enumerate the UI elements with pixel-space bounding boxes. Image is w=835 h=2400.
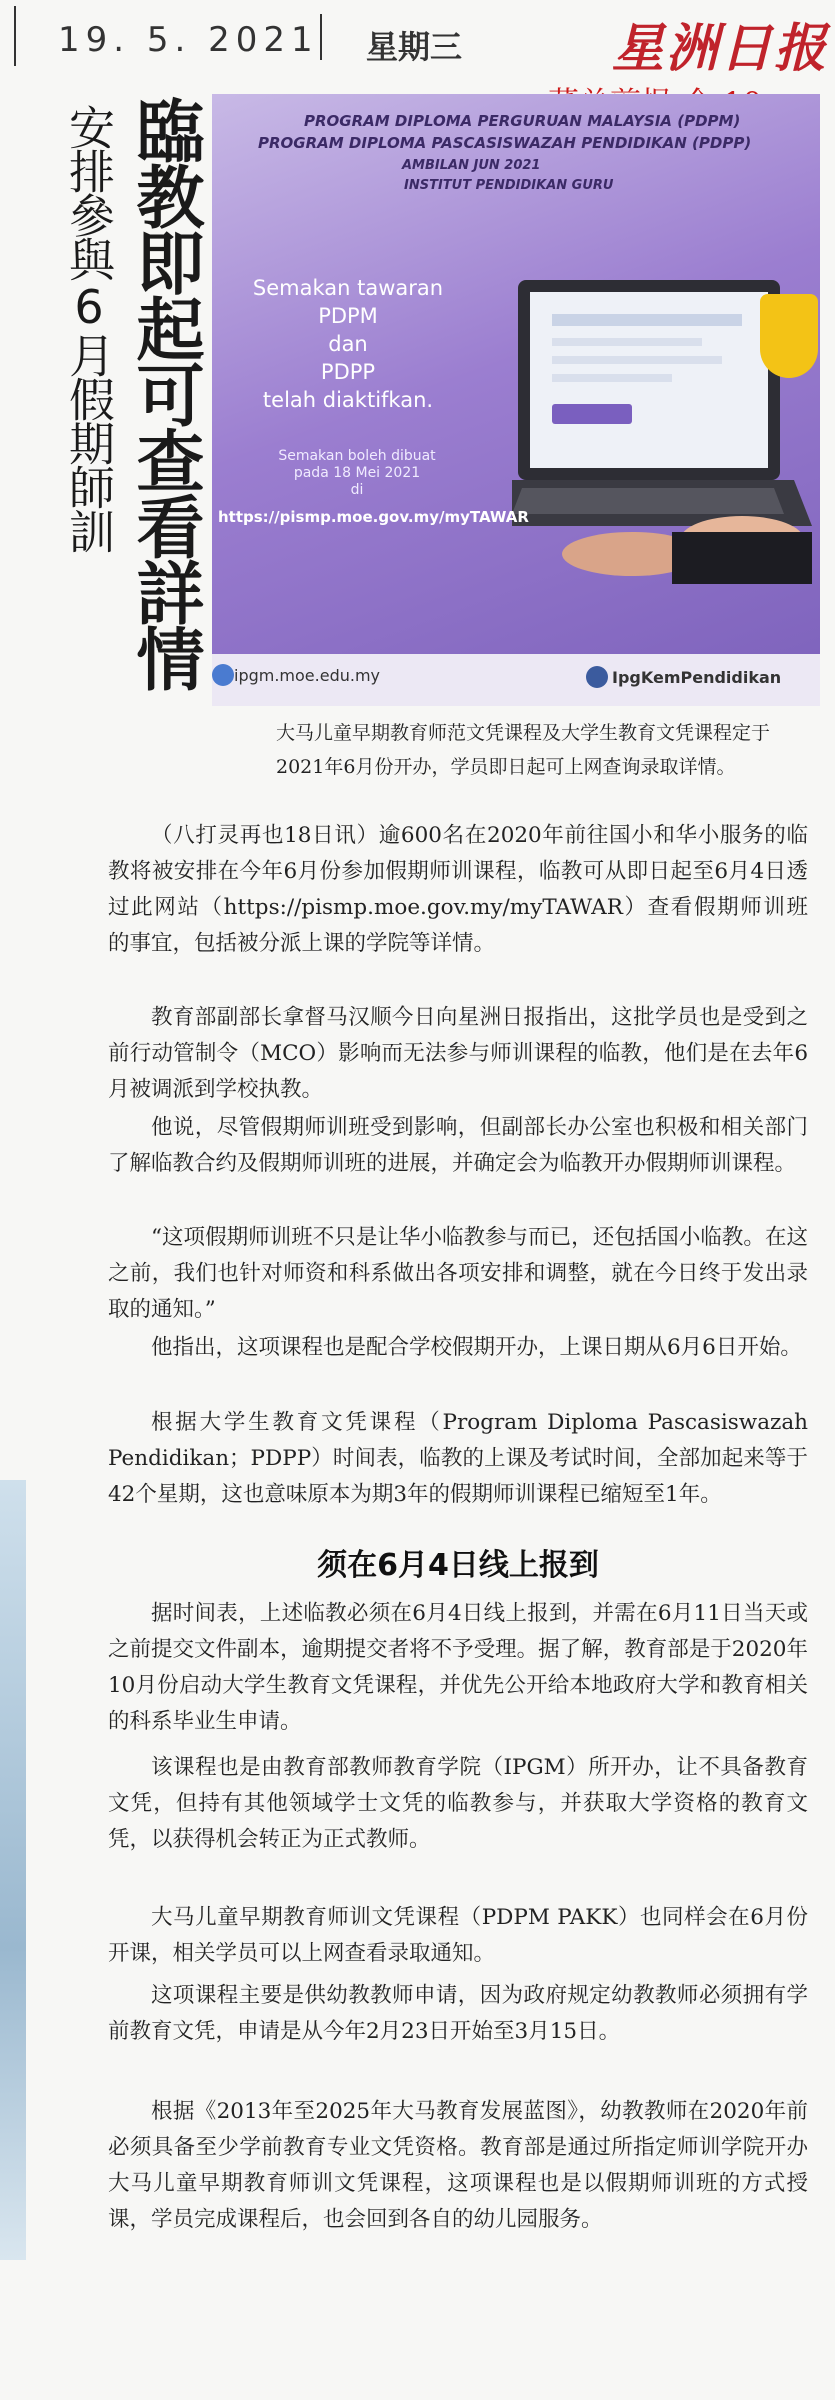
poster-note-line: pada 18 Mei 2021 — [293, 465, 421, 481]
poster-date-note — [252, 448, 462, 499]
poster-url: https://pismp.moe.gov.my/myTAWAR — [218, 508, 529, 526]
headline-sub: 安排參與6月假期師訓 — [62, 104, 116, 552]
adjacent-photo-edge — [0, 1480, 26, 2260]
poster-institute: INSTITUT PENDIDIKAN GURU — [404, 178, 614, 193]
body-paragraph: “这项假期师训班不只是让华小临教参与而已，还包括国小临教。在这之前，我们也针对师资和科系做出各项安排和调整，就在今日终于发出录取的通知。” — [108, 1225, 808, 1322]
header-divider — [320, 14, 322, 60]
poster-title-2: PROGRAM DIPLOMA PASCASISWAZAH PENDIDIKAN (PDPP) — [258, 134, 752, 152]
poster-note-line: di — [350, 482, 364, 498]
poster-caption — [248, 274, 448, 414]
facebook-icon — [586, 666, 608, 688]
poster-intake: AMBILAN JUN 2021 — [402, 158, 541, 173]
body-paragraph: 这项课程主要是供幼教教师申请，因为政府规定幼教教师必须拥有学前教育文凭，申请是从今年2月23日开始至3月15日。 — [108, 1983, 808, 2044]
issue-date: 19. 5. 2021 — [58, 20, 319, 60]
poster-caption-line: PDPM — [318, 304, 378, 328]
ministry-crest-icon — [760, 294, 818, 378]
poster-website: ipgm.moe.edu.my — [234, 666, 381, 685]
newspaper-masthead: 星洲日报 — [612, 18, 829, 79]
poster-title-1: PROGRAM DIPLOMA PERGURUAN MALAYSIA (PDPM) — [304, 112, 741, 130]
globe-icon — [212, 664, 234, 686]
body-paragraph: 根据大学生教育文凭课程（Program Diploma Pascasiswazah Pendidikan；PDPP）时间表，临教的上课及考试时间，全部加起来等于42个星期，这也意味原本为期3年的假期师训课程已缩短至1年。 — [108, 1410, 808, 1507]
body-paragraph: 教育部副部长拿督马汉顺今日向星洲日报指出，这批学员也是受到之前行动管制令（MCO）影响而无法参与师训课程的临教，他们是在去年6月被调派到学校执教。 — [108, 1005, 808, 1102]
poster-caption-line: telah diaktifkan. — [262, 388, 434, 412]
body-paragraph: 根据《2013年至2025年大马教育发展蓝图》，幼教教师在2020年前必须具备至少学前教育专业文凭资格。教育部是通过所指定师训学院开办大马儿童早期教育师训文凭课程，这项课程也是以假期师训班的方式授课，学员完成课程后，也会回到各自的幼儿园服务。 — [108, 2099, 808, 2232]
poster-image — [212, 94, 820, 706]
poster-facebook: IpgKemPendidikan — [612, 668, 782, 687]
body-paragraph: 该课程也是由教育部教师教育学院（IPGM）所开办，让不具备教育文凭，但持有其他领域学士文凭的临教参与，并获取大学资格的教育文凭，以获得机会转正为正式教师。 — [108, 1755, 808, 1852]
headline-main: 臨教即起可查看詳情 — [125, 96, 204, 690]
body-paragraph: 他指出，这项课程也是配合学校假期开办，上课日期从6月6日开始。 — [151, 1335, 802, 1360]
body-paragraph: 他说，尽管假期师训班受到影响，但副部长办公室也积极和相关部门了解临教合约及假期师训班的进展，并确定会为临教开办假期师训课程。 — [108, 1115, 808, 1176]
poster-note-line: Semakan boleh dibuat — [278, 448, 436, 464]
section-subheading: 须在6月4日线上报到 — [317, 1548, 599, 1583]
body-paragraph: 大马儿童早期教育师训文凭课程（PDPM PAKK）也同样会在6月份开课，相关学员可以上网查看录取通知。 — [108, 1905, 808, 1966]
body-paragraph: 据时间表，上述临教必须在6月4日线上报到，并需在6月11日当天或之前提交文件副本，逾期提交者将不予受理。据了解，教育部是于2020年10月份启动大学生教育文凭课程，并优先公开给本地政府大学和教育相关的科系毕业生申请。 — [108, 1601, 808, 1734]
header-divider — [14, 6, 16, 66]
poster-caption-line: Semakan tawaran — [252, 276, 444, 300]
poster-caption-line: PDPP — [320, 360, 376, 384]
photo-caption: 大马儿童早期教育师范文凭课程及大学生教育文凭课程定于2021年6月份开办，学员即日起可上网查询录取详情。 — [276, 722, 771, 778]
poster-caption-line: dan — [328, 332, 368, 356]
body-paragraph: （八打灵再也18日讯）逾600名在2020年前往国小和华小服务的临教将被安排在今年6月份参加假期师训课程，临教可从即日起至6月4日透过此网站（https://pismp.moe.gov.my/myTAWAR）查看假期师训班的事宜，包括被分派上课的学院等详情。 — [108, 823, 808, 956]
weekday: 星期三 — [366, 28, 463, 66]
